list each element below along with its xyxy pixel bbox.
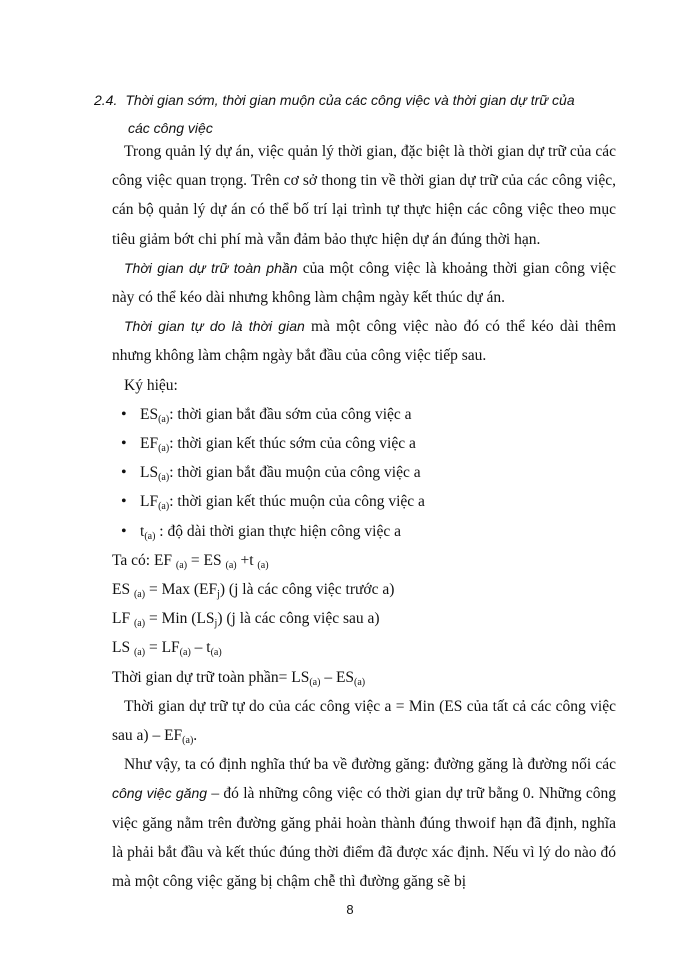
symbol-desc: : thời gian kết thúc muộn của công việc a	[169, 493, 425, 511]
formula-text: +t	[236, 551, 258, 569]
formula-text: .	[193, 727, 198, 745]
formula-sub: j	[217, 589, 220, 601]
formula-text: = ES	[187, 551, 226, 569]
formula-text: = Max (EF	[145, 581, 218, 599]
formula-sub: (a)	[354, 676, 366, 688]
formula-text: ) (j là các công việc trước a)	[219, 581, 395, 599]
formula-ef	[112, 546, 616, 575]
formula-text: Ta có: EF	[112, 551, 176, 569]
formula-sub: (a)	[133, 589, 146, 601]
formula-text: LF	[112, 610, 134, 628]
formula-text: = LF	[145, 639, 180, 657]
formula-sub: (a)	[309, 676, 321, 688]
formula-sub: (a)	[225, 559, 237, 571]
symbol: EF	[140, 435, 159, 453]
symbol-desc: : thời gian bắt đầu sớm của công việc a	[169, 405, 412, 423]
formula-ls	[112, 633, 616, 662]
formula-text: – t	[190, 639, 211, 657]
formula-lf	[112, 604, 616, 633]
term-critical-activity: công việc găng	[112, 785, 208, 802]
symbol: t	[140, 522, 145, 540]
symbol-item-ls	[112, 458, 616, 487]
formula-text: = Min (LS	[145, 610, 215, 628]
symbol-sub: (a)	[158, 501, 170, 513]
symbol: LF	[140, 493, 159, 511]
paragraph-total-float	[112, 254, 616, 312]
symbol-list	[112, 400, 616, 546]
section-heading	[94, 86, 624, 142]
paragraph-intro: Trong quản lý dự án, việc quản lý thời gian, đặc biệt là thời gian dự trữ của các công việc quan trọng. Trên cơ sở thong tin về thời gian dự trữ của các công việc, cán bộ quản lý dự án có thể bố trí lại trình tự thực hiện các công việc theo mục tiêu giảm bớt chi phí mà vẫn đảm bảo thực hiện dự án đúng thời hạn.	[112, 143, 616, 248]
symbol: LS	[140, 464, 159, 482]
section-number: 2.4.	[94, 92, 118, 108]
formula-total-float	[112, 663, 616, 692]
symbol-desc: : độ dài thời gian thực hiện công việc a	[155, 522, 402, 540]
symbol-desc: : thời gian bắt đầu muộn của công việc a	[169, 464, 421, 482]
symbol-item-t	[112, 517, 616, 546]
formula-text: ES	[112, 581, 134, 599]
symbol-sub: (a)	[158, 472, 170, 484]
symbol-item-es	[112, 400, 616, 429]
formula-sub: (a)	[257, 559, 269, 571]
formula-sub: (a)	[133, 618, 146, 630]
section-title-line2: các công việc	[128, 120, 213, 136]
free-float-definition: mà một công việc nào đó có thể kéo dài thêm nhưng không làm chậm ngày bắt đầu của công việc tiếp sau.	[112, 318, 617, 365]
formula-free-float	[112, 692, 616, 750]
symbol-item-ef	[112, 429, 616, 458]
critical-path-text: Như vậy, ta có định nghĩa thứ ba về đường găng: đường găng là đường nối các	[124, 756, 616, 774]
formula-sub: (a)	[179, 647, 191, 659]
paragraph-free-float	[112, 312, 616, 370]
formula-sub: (a)	[182, 735, 194, 747]
formula-sub: j	[214, 618, 218, 630]
total-float-definition: của một công việc là khoảng thời gian công việc này có thể kéo dài nhưng không làm chậm ngày kết thúc dự án.	[112, 259, 617, 307]
symbol-item-lf	[112, 487, 616, 516]
formula-text: Thời gian dự trữ toàn phần= LS	[112, 668, 310, 686]
critical-path-text: – đó là những công việc có thời gian dự trữ bằng 0. Những công việc găng nằm trên đường găng phải hoàn thành đúng thwoif hạn đã định, nghĩa là phải bắt đầu và kết thúc đúng thời điểm đã được xác định. Nếu vì lý do nào đó mà một công việc găng bị chậm chễ thì đường găng sẽ bị	[112, 785, 617, 891]
symbol-sub: (a)	[158, 443, 170, 455]
formula-text: Thời gian dự trữ tự do của các công việc a = Min (ES của tất cả các công việc sau a) – EF	[112, 697, 616, 745]
term-free-float: Thời gian tự do là thời gian	[124, 318, 305, 335]
formula-text: – ES	[320, 668, 355, 686]
formula-sub: (a)	[175, 559, 188, 571]
formula-text: ) (j là các công việc sau a)	[217, 610, 380, 628]
page-number: 8	[346, 902, 354, 917]
symbol-desc: : thời gian kết thúc sớm của công việc a	[169, 435, 416, 453]
body-text	[112, 137, 616, 896]
symbols-label: Ký hiệu:	[124, 376, 178, 394]
symbol-sub: (a)	[144, 530, 156, 542]
symbol: ES	[140, 405, 159, 423]
section-title-line1: Thời gian sớm, thời gian muộn của các công việc và thời gian dự trữ của	[125, 92, 575, 108]
formula-sub: (a)	[210, 647, 222, 659]
term-total-float: Thời gian dự trữ toàn phần	[124, 259, 298, 276]
formula-sub: (a)	[133, 647, 146, 659]
formula-text: LS	[112, 639, 134, 657]
symbol-sub: (a)	[158, 413, 170, 425]
paragraph-critical-path	[112, 750, 616, 896]
formula-es	[112, 575, 616, 604]
